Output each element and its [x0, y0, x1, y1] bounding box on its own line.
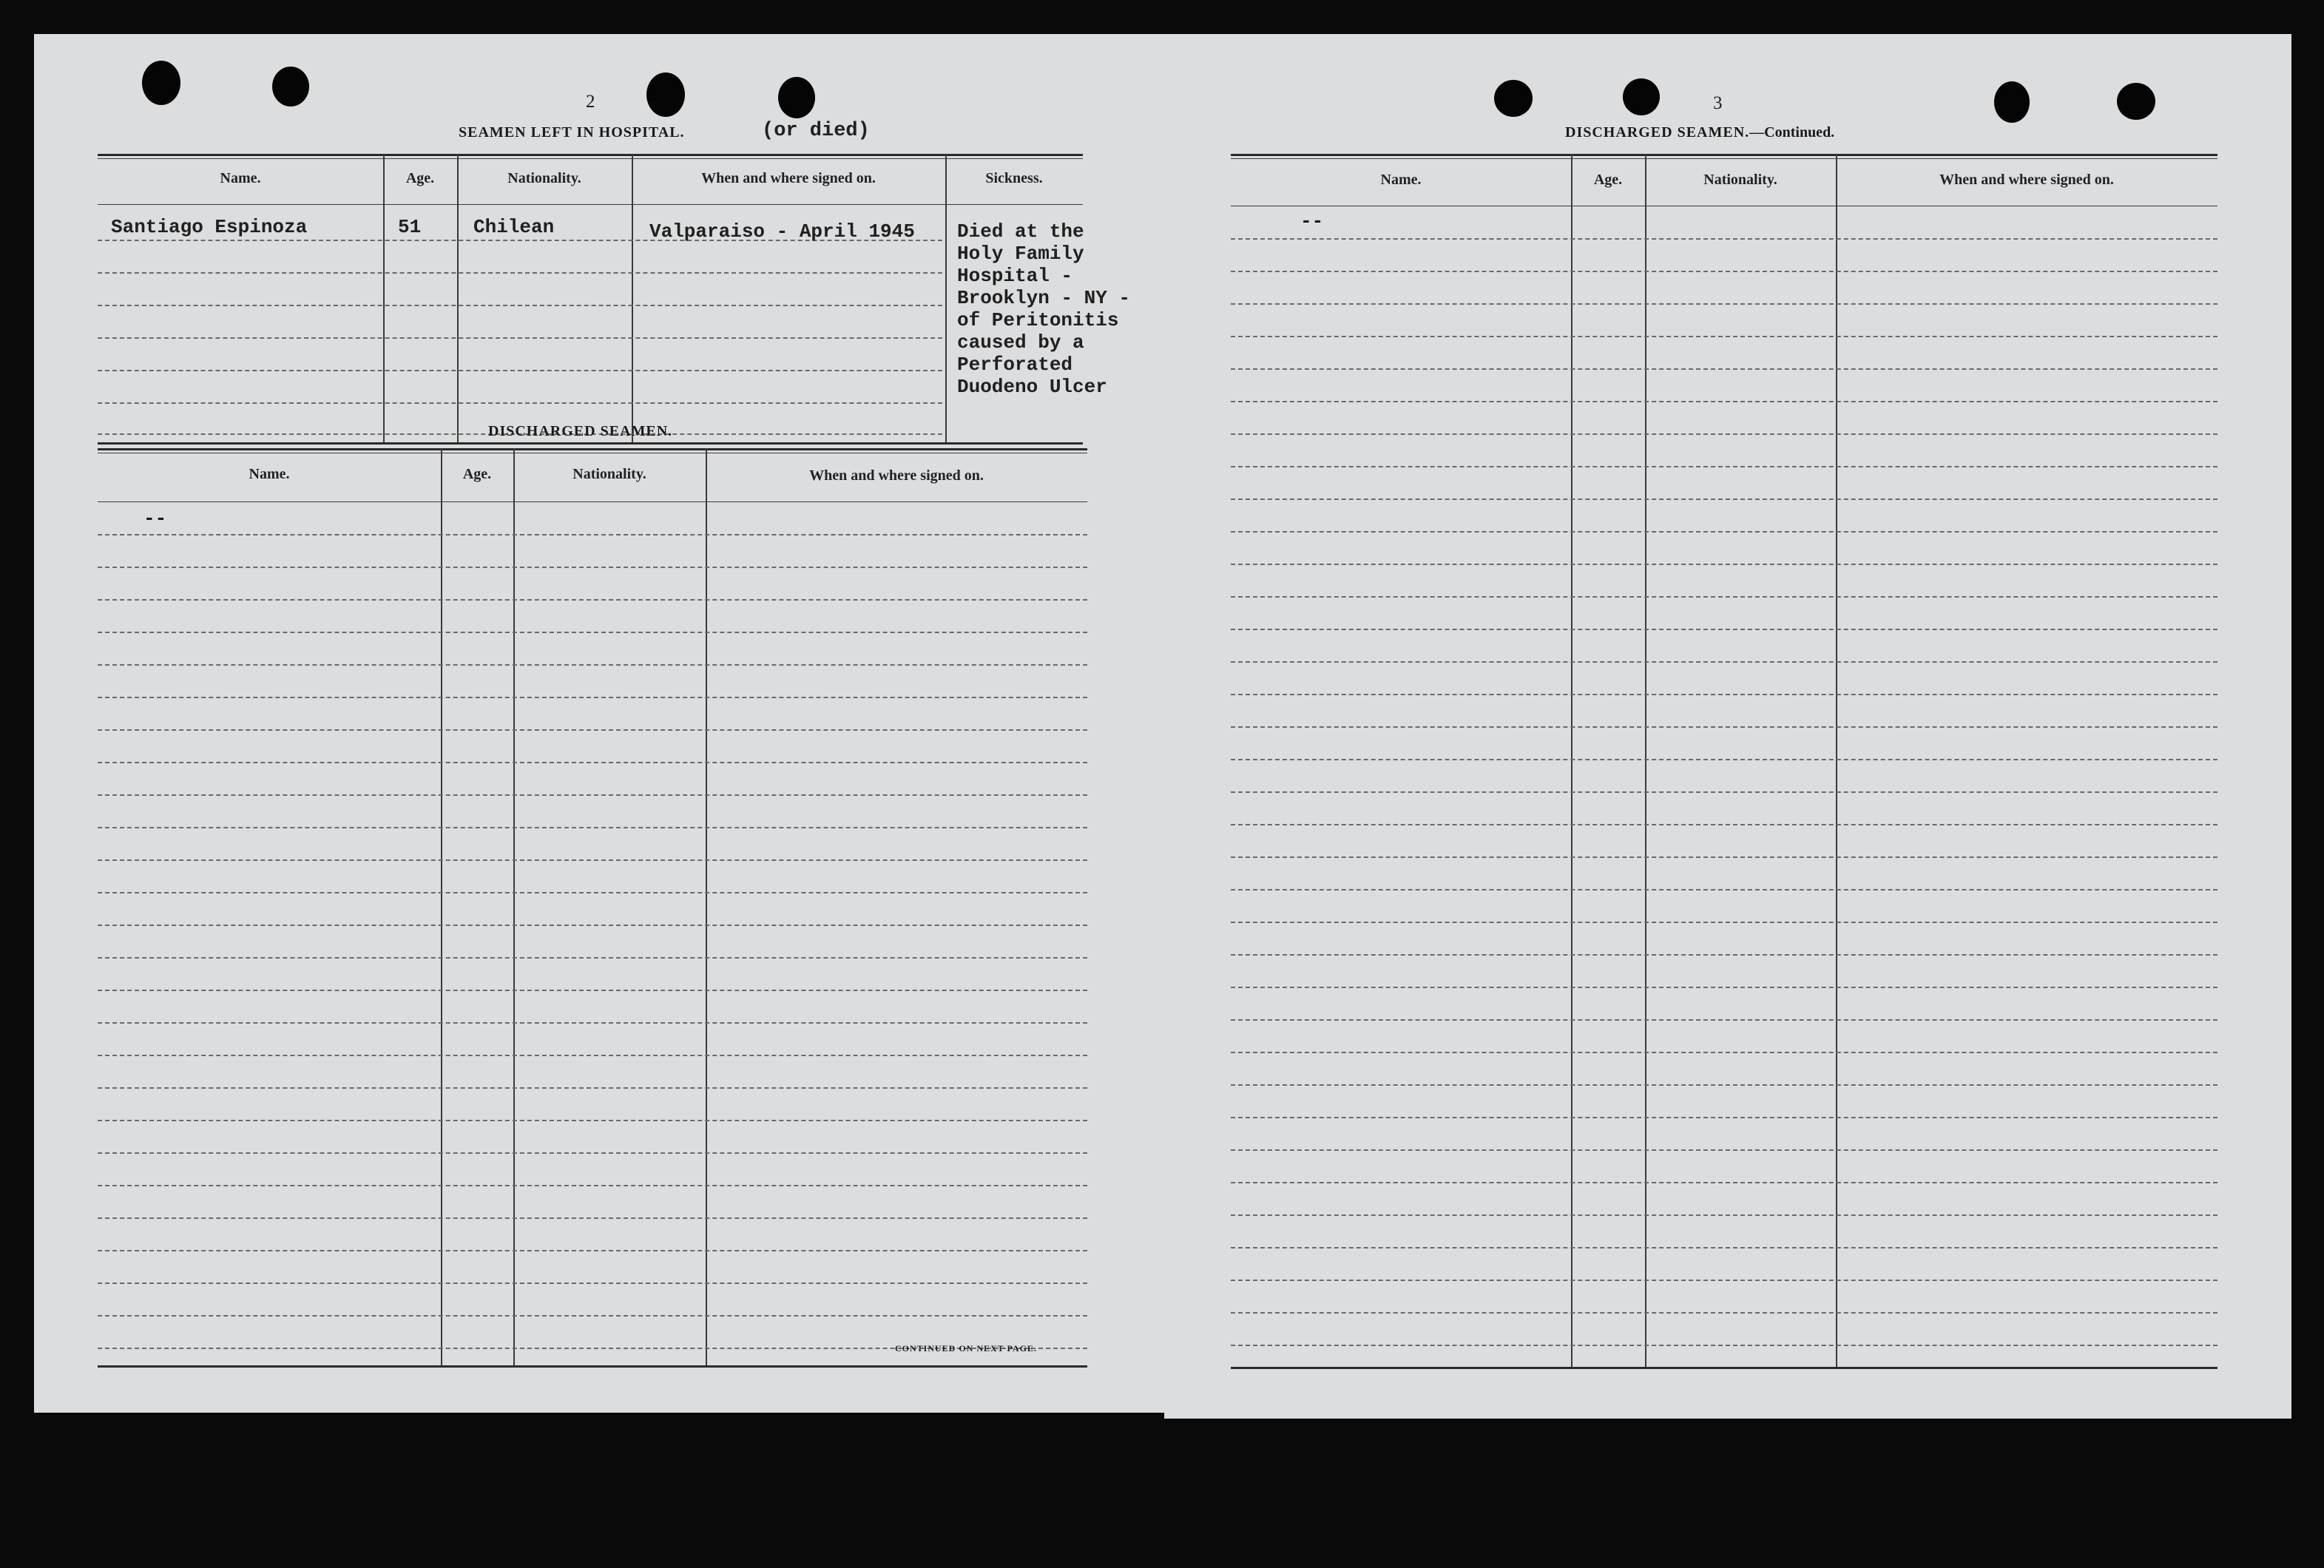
sickness-line: Died at the [957, 220, 1084, 243]
empty-entry-mark: -- [1300, 210, 1324, 232]
entry-nationality: Chilean [473, 216, 555, 238]
entry-name: Santiago Espinoza [111, 216, 308, 238]
punch-hole [1623, 78, 1660, 115]
sickness-line: caused by a [957, 331, 1084, 354]
header-nationality: Nationality. [1703, 172, 1777, 188]
header-name: Name. [249, 466, 290, 482]
header-nationality: Nationality. [572, 466, 646, 482]
title-main: DISCHARGED SEAMEN. [1565, 124, 1750, 141]
punch-hole [778, 77, 815, 118]
punch-hole [646, 72, 685, 117]
page-number: 3 [1713, 93, 1723, 113]
entry-signed-on: Valparaiso - April 1945 [649, 220, 915, 243]
or-died-note: (or died) [762, 120, 870, 142]
punch-hole [2117, 83, 2155, 120]
header-age: Age. [462, 466, 492, 482]
sickness-line: Hospital - [957, 265, 1073, 287]
hospital-table [98, 154, 1131, 450]
sickness-line: Brooklyn - NY - [957, 287, 1131, 309]
left-page [34, 34, 1169, 1413]
empty-entry-mark: -- [143, 507, 167, 530]
right-page [1164, 34, 2291, 1419]
continued-note: CONTINUED ON NEXT PAGE. [895, 1343, 1037, 1354]
title-suffix: —Continued. [1749, 124, 1835, 141]
discharged-section-title: DISCHARGED SEAMEN. [488, 423, 673, 439]
header-nationality: Nationality. [507, 170, 581, 186]
punch-hole [272, 67, 309, 107]
discharged-continued-title [1565, 124, 1834, 141]
sickness-line: of Peritonitis [957, 309, 1119, 331]
punch-hole [1494, 80, 1533, 117]
page-number: 2 [586, 92, 596, 112]
punch-hole [1994, 81, 2030, 123]
header-signed-on: When and where signed on. [701, 170, 876, 186]
punch-hole [142, 61, 180, 105]
sickness-line: Holy Family [957, 243, 1084, 265]
sickness-line: Perforated [957, 354, 1073, 376]
header-signed-on: When and where signed on. [1939, 172, 2114, 188]
sickness-line: Duodeno Ulcer [957, 376, 1107, 398]
header-sickness: Sickness. [985, 170, 1043, 186]
hospital-section-title: SEAMEN LEFT IN HOSPITAL. [459, 124, 685, 141]
discharged-table-right [1231, 154, 2217, 1374]
header-age: Age. [405, 170, 435, 186]
header-signed-on: When and where signed on. [809, 467, 984, 484]
entry-age: 51 [398, 216, 422, 238]
header-name: Name. [220, 170, 261, 186]
discharged-table-left [98, 448, 1087, 1373]
header-name: Name. [1380, 172, 1422, 188]
header-age: Age. [1593, 172, 1623, 188]
